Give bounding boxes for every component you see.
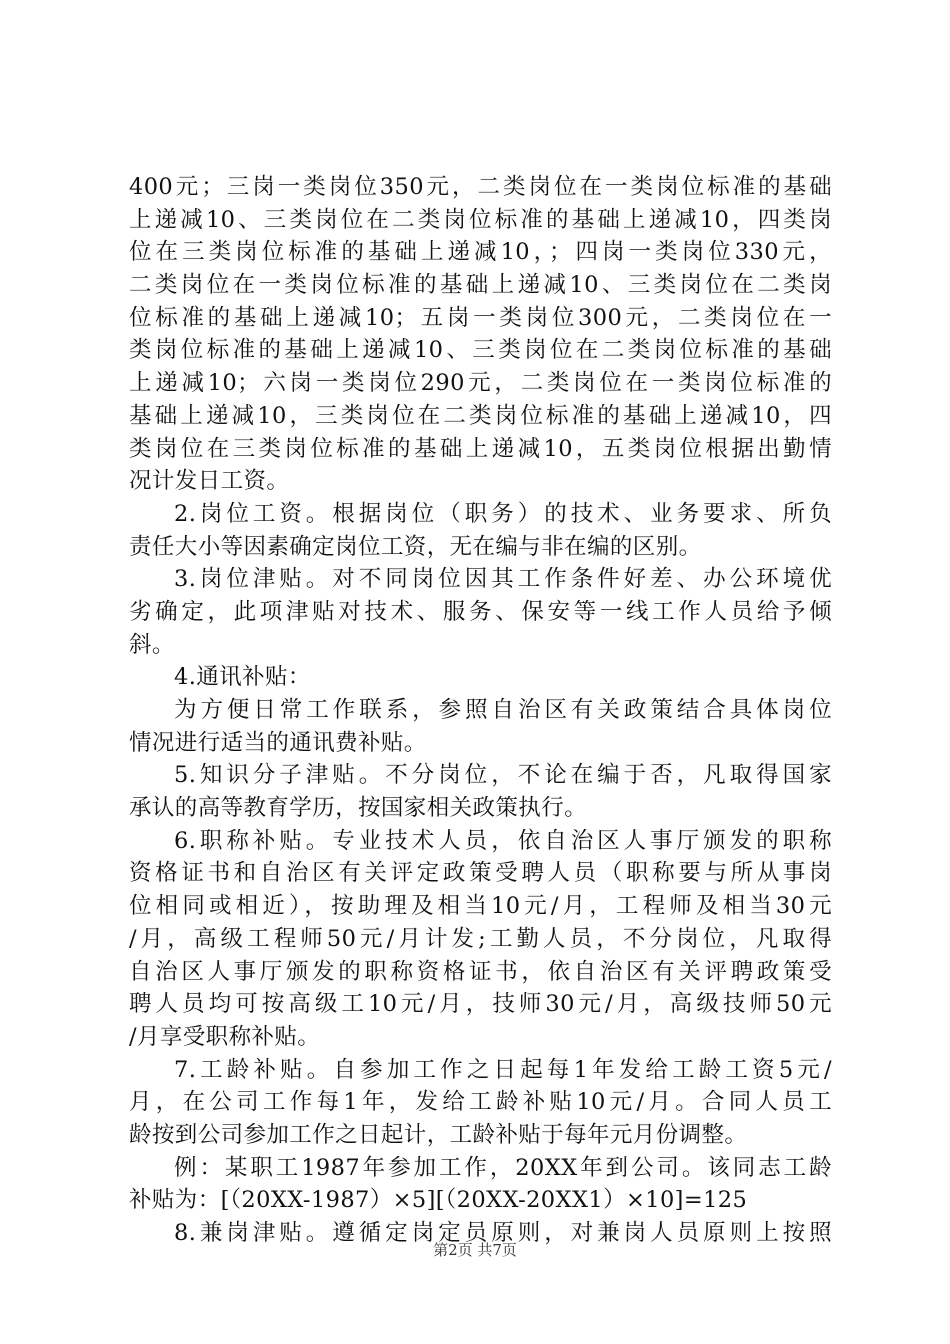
text-line: 400元；三岗一类岗位350元，二类岗位在一类岗位标准的基础 xyxy=(129,174,832,200)
text-line: 资格证书和自治区有关评定政策受聘人员（职称要与所从事岗 xyxy=(129,860,832,887)
text-line: 位标准的基础上递减10；五岗一类岗位300元，二类岗位在一 xyxy=(129,304,832,331)
text-line: 二类岗位在一类岗位标准的基础上递减10、三类岗位在二类岗 xyxy=(129,272,832,299)
paragraph-start-line: 6.职称补贴。专业技术人员，依自治区人事厅颁发的职称 xyxy=(174,827,832,854)
text-line: 自治区人事厅颁发的职称资格证书，依自治区有关评聘政策受 xyxy=(129,958,832,985)
text-line: 斜。 xyxy=(129,631,175,658)
paragraph-start-line: 4.通讯补贴： xyxy=(174,664,311,691)
text-line: 类岗位在三类岗位标准的基础上递减10，五类岗位根据出勤情 xyxy=(129,435,832,462)
text-line: 况计发日工资。 xyxy=(129,468,290,495)
paragraph-start-line: 例：某职工1987年参加工作，20XX年到公司。该同志工龄 xyxy=(174,1154,832,1181)
text-line: 聘人员均可按高级工10元/月，技师30元/月，高级技师50元 xyxy=(129,991,832,1018)
text-line: 基础上递减10，三类岗位在二类岗位标准的基础上递减10，四 xyxy=(129,402,832,429)
text-line: /月，高级工程师50元/月计发;工勤人员，不分岗位，凡取得 xyxy=(129,925,832,952)
paragraph-start-line: 2.岗位工资。根据岗位（职务）的技术、业务要求、所负 xyxy=(174,500,832,527)
document-body xyxy=(129,171,832,1250)
page-footer: 第2页 共7页 xyxy=(433,1241,517,1259)
text-line: 上递减10；六岗一类岗位290元，二类岗位在一类岗位标准的 xyxy=(129,370,832,397)
text-line: 位在三类岗位标准的基础上递减10，；四岗一类岗位330元， xyxy=(129,239,832,266)
text-line: 龄按到公司参加工作之日起计，工龄补贴于每年元月份调整。 xyxy=(129,1121,748,1148)
text-line: 承认的高等教育学历，按国家相关政策执行。 xyxy=(129,795,588,822)
text-line: 类岗位标准的基础上递减10、三类岗位在二类岗位标准的基础 xyxy=(129,337,832,364)
text-line: 上递减10、三类岗位在二类岗位标准的基础上递减10，四类岗 xyxy=(129,206,832,233)
text-line: 月，在公司工作每1年，发给工龄补贴10元/月。合同人员工 xyxy=(129,1089,832,1116)
paragraph-start-line: 8.兼岗津贴。遵循定岗定员原则，对兼岗人员原则上按照 xyxy=(174,1220,832,1246)
text-line: 补贴为：[（20XX-1987）×5][（20XX-20XX1）×10]=125 xyxy=(129,1187,748,1214)
text-line: /月享受职称补贴。 xyxy=(129,1023,321,1050)
paragraph-start-line: 7.工龄补贴。自参加工作之日起每1年发给工龄工资5元/ xyxy=(174,1056,832,1083)
paragraph-start-line: 为方便日常工作联系，参照自治区有关政策结合具体岗位 xyxy=(174,697,832,723)
paragraph-start-line: 5.知识分子津贴。不分岗位，不论在编于否，凡取得国家 xyxy=(174,762,832,789)
text-line: 责任大小等因素确定岗位工资，无在编与非在编的区别。 xyxy=(129,533,702,560)
paragraph-start-line: 3.岗位津贴。对不同岗位因其工作条件好差、办公环境优 xyxy=(174,566,832,593)
text-line: 情况进行适当的通讯费补贴。 xyxy=(129,729,427,756)
text-line: 劣确定，此项津贴对技术、服务、保安等一线工作人员给予倾 xyxy=(129,598,832,625)
text-line: 位相同或相近），按助理及相当10元/月，工程师及相当30元 xyxy=(129,893,832,920)
